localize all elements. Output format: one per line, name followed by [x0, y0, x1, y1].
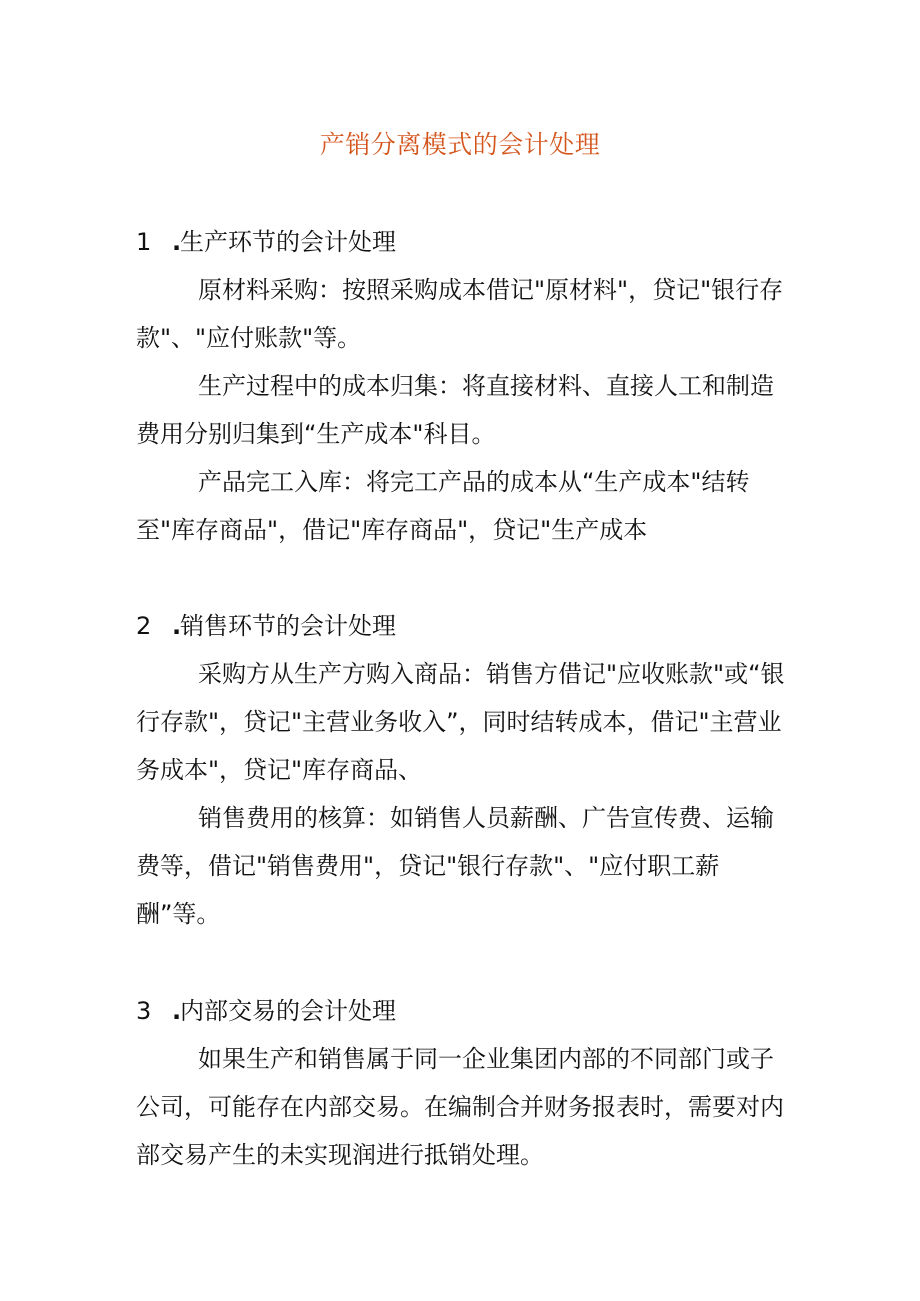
- section-production: [136, 224, 786, 554]
- section-heading: [136, 608, 786, 644]
- section-heading-text: 销售环节的会计处理: [180, 612, 396, 640]
- document-title: 产销分离模式的会计处理: [319, 130, 601, 159]
- paragraph: 采购方从生产方购入商品：销售方借记"应收账款"或“银行存款"，贷记"主营业务收入”，同时结转成本，借记"主营业务成本"，贷记"库存商品、: [136, 660, 785, 784]
- section-heading: [136, 224, 786, 260]
- paragraph: 生产过程中的成本归集：将直接材料、直接人工和制造费用分别归集到“生产成本"科目。: [136, 372, 774, 448]
- section-dot: .: [172, 228, 182, 256]
- section-number: 3: [136, 997, 152, 1025]
- paragraph: 产品完工入库：将完工产品的成本从“生产成本"结转至"库存商品"，借记"库存商品"，贷记"生产成本: [136, 468, 750, 544]
- section-heading-text: 内部交易的会计处理: [180, 997, 396, 1025]
- section-dot: .: [172, 997, 182, 1025]
- section-number: 2: [136, 612, 152, 640]
- section-number: 1: [136, 228, 152, 256]
- section-heading-text: 生产环节的会计处理: [180, 228, 396, 256]
- paragraph: 如果生产和销售属于同一企业集团内部的不同部门或子公司，可能存在内部交易。在编制合并财务报表时，需要对内部交易产生的未实现润进行抵销处理。: [136, 1045, 784, 1169]
- section-dot: .: [172, 612, 182, 640]
- section-heading: [136, 993, 786, 1029]
- paragraph: 原材料采购：按照采购成本借记"原材料"，贷记"银行存款"、"应付账款"等。: [136, 276, 784, 352]
- section-sales: [136, 608, 786, 938]
- section-internal-transactions: [136, 993, 786, 1179]
- paragraph: 销售费用的核算：如销售人员薪酬、广告宣传费、运输费等，借记"销售费用"，贷记"银行存款"、"应付职工薪酬”等。: [136, 804, 774, 928]
